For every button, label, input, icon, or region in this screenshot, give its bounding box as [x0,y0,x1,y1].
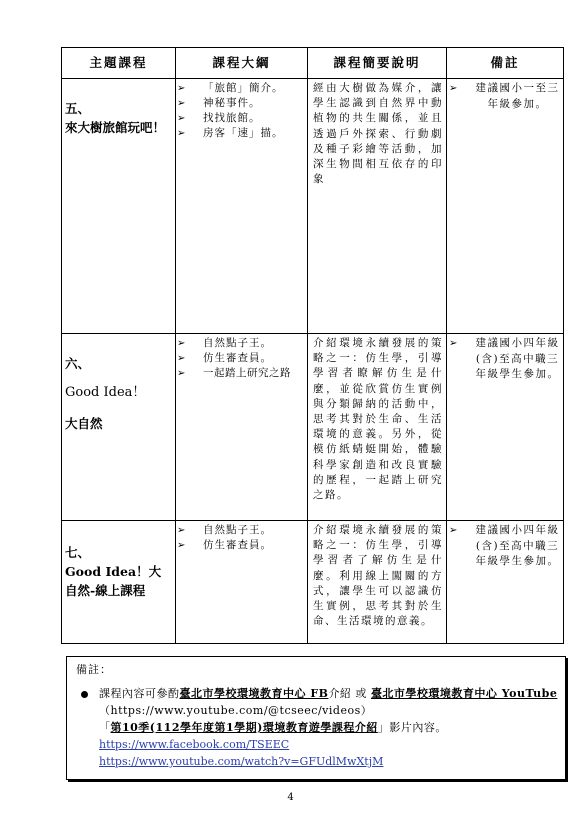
topic-number: 五、 [65,101,91,116]
arrowhead-bullet-icon: ➢ [177,368,186,379]
list-item: ➢ 自然點子王。 [177,337,272,349]
table-row [62,521,564,644]
table-row [62,79,564,334]
list-item: ➢ 房客「速」描。 [177,127,284,139]
video-title: 第10季(112學年度第1學期)環境教育遊學課程介紹 [110,721,378,734]
table-header-row [62,48,564,79]
outline-cell [176,334,308,521]
remarks-box [66,656,566,780]
topic-number: 六、 [65,356,91,371]
description-cell: 介紹環境永續發展的策略之一：仿生學，引導學習者了解仿生是什麼。利用線上闖關的方式，讓學生可以認識仿生實例，思考其對於生命、生活環境的意義。 [308,521,447,644]
org-yt-name: 臺北市學校環境教育中心 YouTube [370,687,558,700]
disc-bullet-icon [81,691,88,698]
arrowhead-bullet-icon: ➢ [177,338,187,349]
list-item: ➢ 自然點子王。 [177,524,272,536]
remarks-title: 備註： [76,663,112,676]
table-row [62,334,564,521]
youtube-link[interactable]: https://www.youtube.com/watch?v=GFUdlMwXtjM [99,755,384,768]
outline-cell [176,521,308,644]
arrowhead-bullet-icon: ➢ [177,540,187,551]
facebook-link[interactable]: https://www.facebook.com/TSEEC [99,738,290,751]
list-item: ➢ 找找旅館。 [177,112,261,124]
outline-cell [176,79,308,334]
list-item: ➢ 仿生審查員。 [177,352,272,364]
arrowhead-bullet-icon: ➢ [177,83,187,94]
arrowhead-bullet-icon: ➢ [449,525,459,536]
org-fb-name: 臺北市學校環境教育中心 FB [179,687,329,700]
topic-cell [62,334,176,521]
note-text: 建議國小四年級(含)至高中職三年級學生參加。 [475,337,560,380]
header-outline: 課程大綱 [176,48,308,79]
topic-subtitle: 大自然 [65,416,103,431]
page-number: 4 [287,792,294,803]
arrowhead-bullet-icon: ➢ [177,525,187,536]
arrowhead-bullet-icon: ➢ [449,83,459,94]
header-description: 課程簡要說明 [308,48,447,79]
topic-title: Good Idea！ [65,385,146,400]
arrowhead-bullet-icon: ➢ [449,338,459,349]
topic-cell [62,521,176,644]
arrowhead-bullet-icon: ➢ [177,128,187,139]
list-item: ➢ 神秘事件。 [177,97,261,109]
arrowhead-bullet-icon: ➢ [177,98,187,109]
header-note: 備註 [447,48,564,79]
description-cell: 經由大樹做為媒介，讓學生認識到自然界中動植物的共生關係，並且透過戶外探索、行動劇及種子彩繪等活動，加深生物間相互依存的印象 [308,79,447,334]
header-topic: 主題課程 [62,48,176,79]
arrowhead-bullet-icon: ➢ [177,113,187,124]
course-table [61,47,564,644]
list-item: ➢ 仿生審查員。 [177,539,272,551]
remarks-body: 課程內容可參酌臺北市學校環境教育中心 FB介紹 或 臺北市學校環境教育中心 YouTube（https://www.youtube.com/@tcseec/videos） 「第10季(112學年度第1學期)環境教育遊學課程介紹」影片內容。 https://www.facebook.com/TSEEC https://www.youtube.com/watch?v=GFUdlMwXtjM [99,687,558,768]
note-text: 建議國小四年級(含)至高中職三年級學生參加。 [475,524,560,567]
topic-title: Good Idea！大自然-線上課程 [65,564,162,598]
description-cell: 介紹環境永續發展的策略之一：仿生學，引導學習者瞭解仿生是什麼，並從欣賞仿生實例與分類歸納的活動中，思考其對於生命、生活環境的意義。另外，從模仿紙蜻蜓開始，體驗科學家創造和改良實驗的歷程，一起踏上研究之路。 [308,334,447,521]
note-cell [447,334,564,521]
note-cell [447,521,564,644]
list-item: ➢ 一起踏上研究之路 [177,367,291,379]
arrowhead-bullet-icon: ➢ [177,353,187,364]
note-cell [447,79,564,334]
note-text: 建議國小一至三年級參加。 [475,82,560,110]
topic-title: 來大樹旅館玩吧！ [65,120,166,135]
topic-number: 七、 [65,545,91,560]
list-item: ➢ 「旅館」簡介。 [177,82,284,94]
topic-cell [62,79,176,334]
